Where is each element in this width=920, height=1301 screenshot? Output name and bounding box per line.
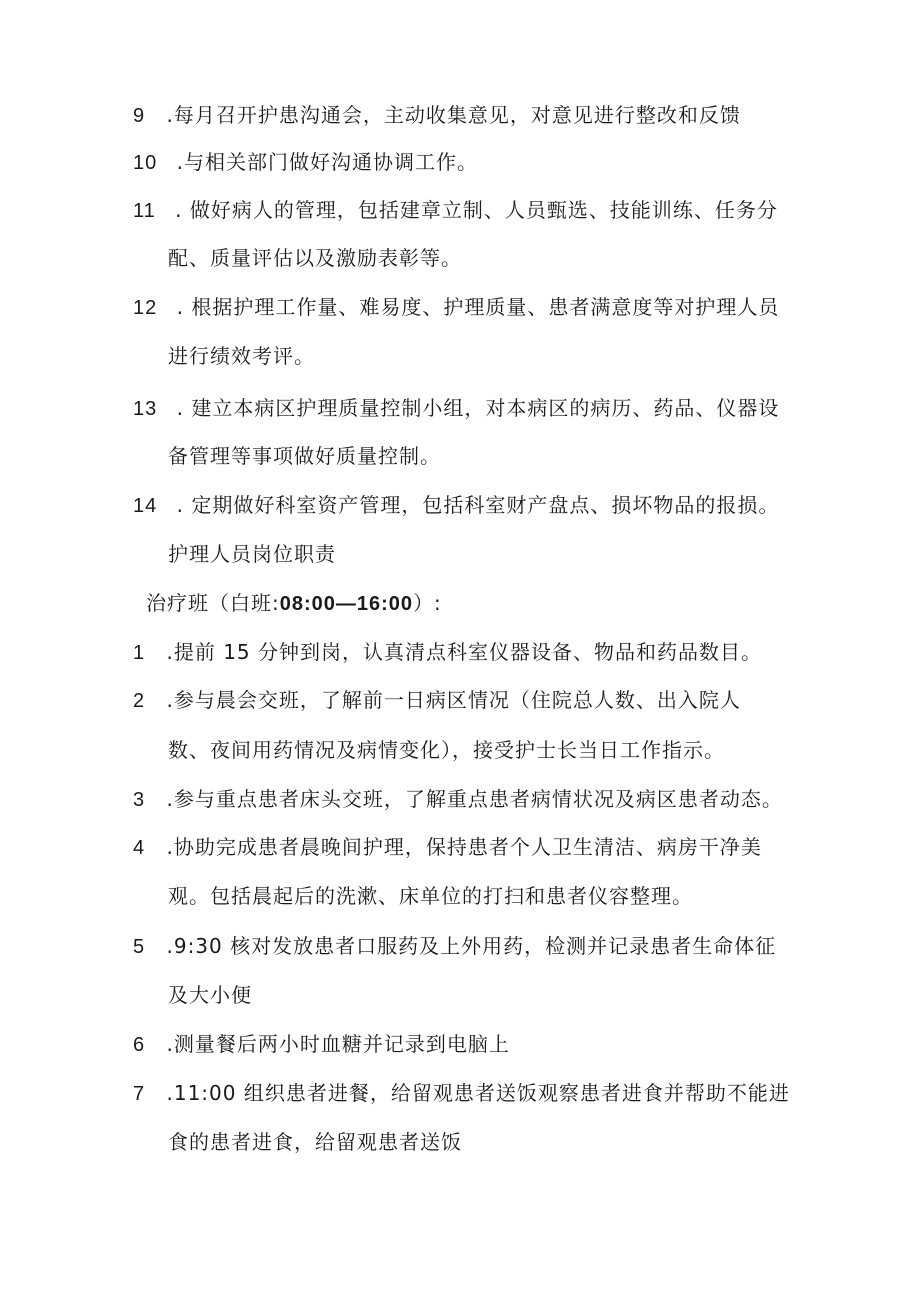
item-number: 12 — [133, 297, 158, 319]
line-text: 及大小便 — [168, 983, 252, 1007]
line-text: 配、质量评估以及激励表彰等。 — [168, 246, 462, 270]
line-text: .9:30 核对发放患者口服药及上外用药，检测并记录患者生命体征 — [166, 934, 777, 958]
item-number: 1 — [133, 642, 146, 664]
item-number: 14 — [133, 495, 158, 517]
shift-heading — [146, 589, 442, 618]
item-number: 7 — [133, 1083, 146, 1105]
text-line — [133, 932, 776, 961]
line-text: . 定期做好科室资产管理，包括科室财产盘点、损坏物品的报损。 — [176, 493, 780, 517]
text-line — [133, 785, 783, 814]
item-number: 6 — [133, 1034, 146, 1056]
line-text: 进行绩效考评。 — [168, 344, 315, 368]
line-text: .测量餐后两小时血糖并记录到电脑上 — [166, 1032, 510, 1056]
item-number: 11 — [133, 200, 156, 222]
item-number: 10 — [133, 152, 158, 174]
text-line — [133, 101, 741, 130]
line-text: 数、夜间用药情况及病情变化），接受护士长当日工作指示。 — [168, 738, 725, 762]
line-text: .协助完成患者晨晚间护理，保持患者个人卫生清洁、病房干净美 — [166, 835, 762, 859]
item-number: 5 — [133, 936, 146, 958]
text-line — [168, 882, 693, 910]
line-text: .与相关部门做好沟通协调工作。 — [176, 150, 478, 174]
line-text: . 建立本病区护理质量控制小组，对本病区的病历、药品、仪器设 — [176, 396, 780, 420]
line-text: . 根据护理工作量、难易度、护理质量、患者满意度等对护理人员 — [176, 295, 780, 319]
shift-time: 08:00—16:00 — [279, 593, 414, 615]
line-text: . 做好病人的管理，包括建章立制、人员甄选、技能训练、任务分 — [175, 198, 778, 222]
line-text: 护理人员岗位职责 — [168, 542, 336, 566]
text-line — [133, 638, 762, 667]
text-line — [133, 686, 741, 715]
text-line — [133, 833, 762, 862]
line-text: .每月召开护患沟通会，主动收集意见，对意见进行整改和反馈 — [166, 103, 741, 127]
text-line — [168, 442, 441, 470]
text-line — [168, 244, 462, 272]
item-number: 3 — [133, 789, 146, 811]
text-line — [168, 1128, 462, 1156]
text-line — [133, 1030, 510, 1059]
text-line — [133, 1079, 790, 1108]
line-text: .11:00 组织患者进餐，给留观患者送饭观察患者进食并帮助不能进 — [166, 1081, 790, 1105]
shift-label: 治疗班（白班: — [146, 591, 280, 615]
text-line — [168, 342, 315, 370]
text-line — [133, 196, 778, 225]
item-number: 4 — [133, 837, 146, 859]
item-number: 13 — [133, 398, 158, 420]
line-text: 观。包括晨起后的洗漱、床单位的打扫和患者仪容整理。 — [168, 884, 693, 908]
shift-label-end: ）: — [413, 591, 442, 615]
line-text: .参与晨会交班，了解前一日病区情况（住院总人数、出入院人 — [166, 688, 741, 712]
text-line — [133, 394, 779, 423]
text-line — [168, 981, 252, 1009]
line-text: 备管理等事项做好质量控制。 — [168, 444, 441, 468]
text-line — [133, 293, 779, 322]
line-text: .提前 15 分钟到岗，认真清点科室仪器设备、物品和药品数目。 — [166, 640, 763, 664]
section-title — [168, 540, 336, 568]
item-number: 9 — [133, 105, 146, 127]
line-text: 食的患者进食，给留观患者送饭 — [168, 1130, 462, 1154]
item-number: 2 — [133, 690, 146, 712]
line-text: .参与重点患者床头交班，了解重点患者病情状况及病区患者动态。 — [166, 787, 783, 811]
text-line — [133, 148, 478, 177]
text-line — [168, 736, 725, 764]
text-line — [133, 491, 779, 520]
